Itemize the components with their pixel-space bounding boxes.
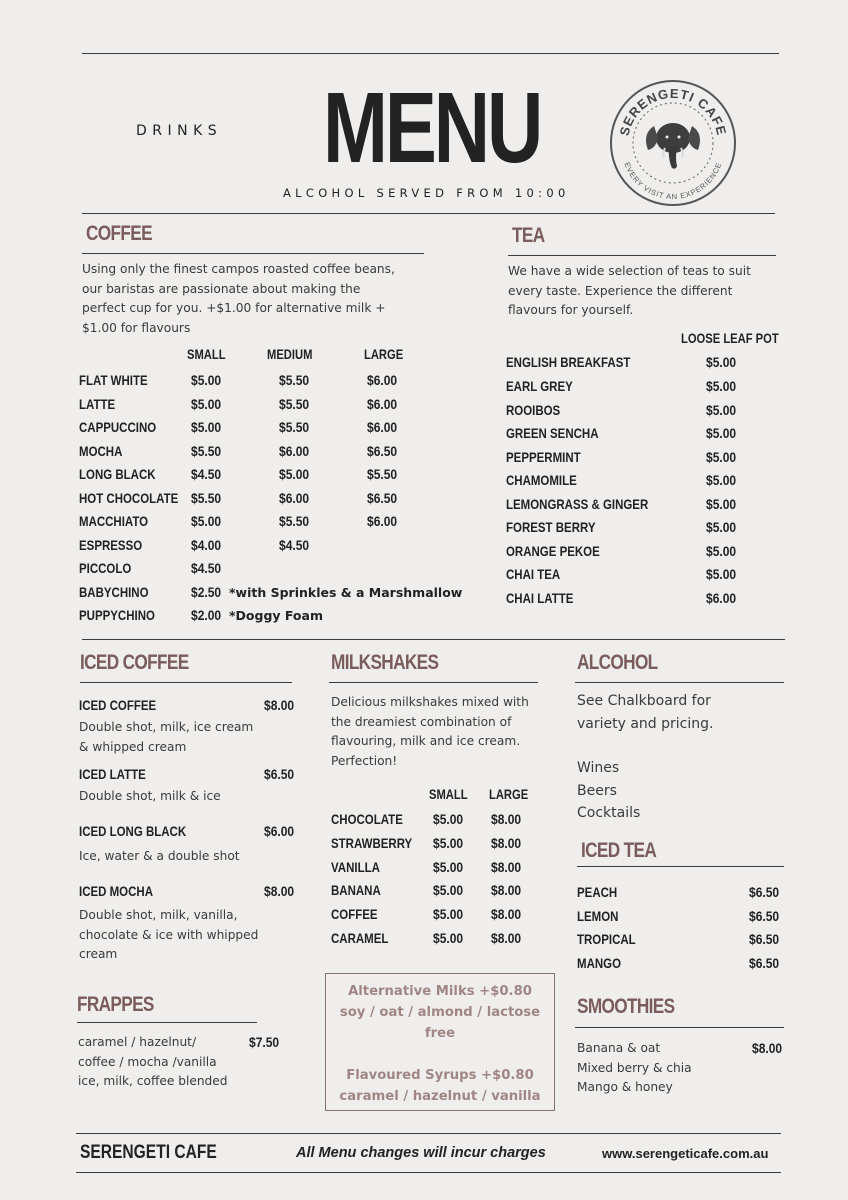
footer-notice: All Menu changes will incur charges bbox=[296, 1145, 546, 1161]
tea-item-price: $5.00 bbox=[706, 472, 737, 488]
tea-title-underline bbox=[508, 255, 776, 256]
tea-item-name: CHAI TEA bbox=[506, 566, 561, 582]
alcohol-title-underline bbox=[575, 682, 784, 683]
tea-item-name: CHAI LATTE bbox=[506, 590, 574, 606]
smoothies-section-title: SMOOTHIES bbox=[577, 995, 675, 1018]
iced-tea-item-price: $6.50 bbox=[749, 931, 780, 947]
milkshake-item-price-large: $8.00 bbox=[491, 811, 522, 827]
coffee-item-name: PICCOLO bbox=[79, 560, 132, 576]
coffee-item-price-medium: $5.50 bbox=[279, 396, 310, 412]
milkshake-item-name: COFFEE bbox=[331, 906, 378, 922]
tea-item-price: $5.00 bbox=[706, 449, 737, 465]
iced-coffee-section-title: ICED COFFEE bbox=[80, 651, 189, 674]
milkshakes-section-title: MILKSHAKES bbox=[331, 651, 439, 674]
coffee-item-name: MOCHA bbox=[79, 443, 123, 459]
iced-coffee-item-name: ICED COFFEE bbox=[79, 697, 157, 713]
coffee-item-price-medium: $5.00 bbox=[279, 466, 310, 482]
coffee-item-price-medium: $6.00 bbox=[279, 490, 310, 506]
alternative-milks-options: soy / oat / almond / lactose bbox=[339, 1005, 541, 1020]
milkshake-item-price-large: $8.00 bbox=[491, 906, 522, 922]
page-title: MENU bbox=[323, 72, 541, 184]
iced-coffee-item-name: ICED LONG BLACK bbox=[79, 823, 187, 839]
iced-coffee-item-description: Ice, water & a double shot bbox=[79, 849, 240, 863]
footer-bottom-divider bbox=[76, 1172, 781, 1173]
iced-coffee-item-description: chocolate & ice with whipped bbox=[79, 927, 259, 942]
milkshake-item-price-small: $5.00 bbox=[433, 930, 464, 946]
milkshake-item-price-large: $8.00 bbox=[491, 882, 522, 898]
tea-item-name: ENGLISH BREAKFAST bbox=[506, 354, 631, 370]
iced-tea-item-name: LEMON bbox=[577, 908, 619, 924]
logo-top-text: SERENGETI CAFE bbox=[616, 85, 730, 138]
iced-tea-item-name: MANGO bbox=[577, 955, 622, 971]
milkshake-item-price-large: $8.00 bbox=[491, 835, 522, 851]
milkshake-item-price-small: $5.00 bbox=[433, 882, 464, 898]
logo-bottom-text: EVERY VISIT AN EXPERIENCE bbox=[622, 160, 724, 202]
coffee-item-price-large: $6.00 bbox=[367, 419, 398, 435]
alcohol-item-cocktails: Cocktails bbox=[577, 805, 641, 821]
alcohol-section-title: ALCOHOL bbox=[577, 651, 658, 674]
coffee-item-price-medium: $5.50 bbox=[279, 419, 310, 435]
tea-item-name: EARL GREY bbox=[506, 378, 573, 394]
milkshake-item-price-small: $5.00 bbox=[433, 859, 464, 875]
tea-item-name: LEMONGRASS & GINGER bbox=[506, 496, 649, 512]
coffee-column-small: SMALL bbox=[187, 346, 226, 362]
coffee-item-price-small: $4.00 bbox=[191, 537, 222, 553]
milkshake-item-price-large: $8.00 bbox=[491, 930, 522, 946]
coffee-item-price-small: $5.00 bbox=[191, 372, 222, 388]
coffee-item-price-small: $2.00 bbox=[191, 607, 222, 623]
tea-item-price: $5.00 bbox=[706, 543, 737, 559]
coffee-item-name: HOT CHOCOLATE bbox=[79, 490, 179, 506]
iced-tea-item-name: PEACH bbox=[577, 884, 618, 900]
alcohol-item-wines: Wines bbox=[577, 760, 620, 776]
iced-tea-item-price: $6.50 bbox=[749, 884, 780, 900]
milkshake-item-name: CARAMEL bbox=[331, 930, 389, 946]
coffee-title-underline bbox=[82, 253, 424, 254]
iced-coffee-item-price: $6.50 bbox=[264, 766, 295, 782]
alternative-milks-label: Alternative Milks +$0.80 bbox=[348, 984, 532, 999]
cafe-logo bbox=[606, 76, 740, 210]
milkshakes-column-large: LARGE bbox=[489, 786, 529, 802]
milkshakes-description: Delicious milkshakes mixed with the dreamiest combination of flavouring, milk and ice cream. Perfection! bbox=[331, 695, 529, 768]
tea-section-title: TEA bbox=[512, 224, 545, 247]
coffee-item-price-large: $6.00 bbox=[367, 513, 398, 529]
coffee-item-price-small: $4.50 bbox=[191, 466, 222, 482]
iced-tea-item-name: TROPICAL bbox=[577, 931, 636, 947]
smoothies-title-underline bbox=[575, 1027, 784, 1028]
tea-item-price: $5.00 bbox=[706, 496, 737, 512]
tea-item-price: $5.00 bbox=[706, 378, 737, 394]
milkshake-item-price-small: $5.00 bbox=[433, 906, 464, 922]
tea-item-name: FOREST BERRY bbox=[506, 519, 596, 535]
coffee-item-price-small: $5.50 bbox=[191, 490, 222, 506]
tea-column-loose-leaf: LOOSE LEAF POT bbox=[681, 330, 779, 346]
tea-item-price: $5.00 bbox=[706, 425, 737, 441]
coffee-item-price-small: $5.00 bbox=[191, 396, 222, 412]
coffee-item-name: MACCHIATO bbox=[79, 513, 149, 529]
coffee-item-price-small: $5.50 bbox=[191, 443, 222, 459]
frappes-title-underline bbox=[77, 1022, 257, 1023]
alternative-milks-options-cont: free bbox=[424, 1026, 456, 1041]
tea-item-name: ROOIBOS bbox=[506, 402, 561, 418]
iced-tea-section-title: ICED TEA bbox=[581, 839, 657, 862]
coffee-item-price-large: $6.00 bbox=[367, 396, 398, 412]
tea-item-price: $6.00 bbox=[706, 590, 737, 606]
iced-coffee-item-price: $8.00 bbox=[264, 883, 295, 899]
coffee-item-price-large: $6.00 bbox=[367, 372, 398, 388]
footer-cafe-name: SERENGETI CAFE bbox=[80, 1142, 217, 1163]
tea-item-name: PEPPERMINT bbox=[506, 449, 581, 465]
milkshake-item-price-small: $5.00 bbox=[433, 811, 464, 827]
tea-description: We have a wide selection of teas to suit every taste. Experience the different flavours for yourself. bbox=[508, 264, 751, 317]
coffee-item-name: BABYCHINO bbox=[79, 584, 149, 600]
iced-coffee-item-description: Double shot, milk, vanilla, bbox=[79, 908, 238, 922]
coffee-item-note: *with Sprinkles & a Marshmallow bbox=[229, 585, 463, 600]
middle-divider bbox=[82, 639, 785, 640]
alcohol-list bbox=[577, 757, 640, 825]
iced-coffee-title-underline bbox=[80, 682, 292, 683]
tea-item-price: $5.00 bbox=[706, 519, 737, 535]
smoothies-price: $8.00 bbox=[752, 1040, 783, 1056]
milkshake-item-price-large: $8.00 bbox=[491, 859, 522, 875]
iced-coffee-item-description: Double shot, milk & ice bbox=[79, 789, 221, 803]
coffee-description: Using only the finest campos roasted coffee beans, our baristas are passionate about making the perfect cup for you. +$1.00 for alternative milk + $1.00 for flavours bbox=[82, 262, 395, 335]
coffee-column-medium: MEDIUM bbox=[267, 346, 313, 362]
iced-coffee-item-name: ICED LATTE bbox=[79, 766, 146, 782]
milkshake-item-name: BANANA bbox=[331, 882, 381, 898]
extras-box bbox=[325, 973, 555, 1111]
coffee-item-name: FLAT WHITE bbox=[79, 372, 148, 388]
flavoured-syrups-options: caramel / hazelnut / vanilla bbox=[339, 1089, 541, 1104]
tea-item-name: ORANGE PEKOE bbox=[506, 543, 600, 559]
alcohol-served-note: ALCOHOL SERVED FROM 10:00 bbox=[283, 186, 570, 200]
top-divider bbox=[82, 53, 779, 54]
coffee-item-name: PUPPYCHINO bbox=[79, 607, 155, 623]
milkshakes-title-underline bbox=[329, 682, 538, 683]
coffee-item-price-large: $6.50 bbox=[367, 490, 398, 506]
coffee-item-name: CAPPUCCINO bbox=[79, 419, 157, 435]
coffee-item-price-medium: $4.50 bbox=[279, 537, 310, 553]
iced-coffee-item-name: ICED MOCHA bbox=[79, 883, 153, 899]
coffee-column-large: LARGE bbox=[364, 346, 404, 362]
coffee-item-price-large: $5.50 bbox=[367, 466, 398, 482]
coffee-item-price-small: $5.00 bbox=[191, 419, 222, 435]
drinks-label: DRINKS bbox=[136, 123, 223, 139]
tea-item-price: $5.00 bbox=[706, 566, 737, 582]
coffee-item-name: ESPRESSO bbox=[79, 537, 143, 553]
frappes-section-title: FRAPPES bbox=[77, 993, 154, 1016]
coffee-item-price-medium: $6.00 bbox=[279, 443, 310, 459]
footer-website-link[interactable]: www.serengeticafe.com.au bbox=[602, 1146, 769, 1161]
tea-item-price: $5.00 bbox=[706, 354, 737, 370]
alcohol-item-beers: Beers bbox=[577, 782, 617, 799]
coffee-item-price-large: $6.50 bbox=[367, 443, 398, 459]
milkshake-item-name: CHOCOLATE bbox=[331, 811, 403, 827]
frappes-price: $7.50 bbox=[249, 1034, 280, 1050]
iced-tea-title-underline bbox=[577, 866, 784, 867]
flavoured-syrups-label: Flavoured Syrups +$0.80 bbox=[346, 1068, 534, 1083]
milkshake-item-name: STRAWBERRY bbox=[331, 835, 413, 851]
tea-item-name: CHAMOMILE bbox=[506, 472, 577, 488]
frappes-description: caramel / hazelnut/ coffee / mocha /vanilla ice, milk, coffee blended bbox=[78, 1035, 228, 1088]
coffee-item-price-medium: $5.50 bbox=[279, 372, 310, 388]
milkshake-item-name: VANILLA bbox=[331, 859, 380, 875]
footer-top-divider bbox=[76, 1133, 781, 1134]
coffee-item-price-small: $4.50 bbox=[191, 560, 222, 576]
iced-coffee-item-price: $6.00 bbox=[264, 823, 295, 839]
alcohol-description: See Chalkboard for variety and pricing. bbox=[577, 693, 714, 732]
coffee-item-name: LONG BLACK bbox=[79, 466, 156, 482]
iced-tea-item-price: $6.50 bbox=[749, 955, 780, 971]
elephant-icon bbox=[646, 123, 700, 169]
coffee-item-name: LATTE bbox=[79, 396, 116, 412]
iced-coffee-item-price: $8.00 bbox=[264, 697, 295, 713]
coffee-item-price-small: $5.00 bbox=[191, 513, 222, 529]
coffee-item-price-small: $2.50 bbox=[191, 584, 222, 600]
iced-coffee-item-description: & whipped cream bbox=[79, 739, 187, 754]
milkshakes-column-small: SMALL bbox=[429, 786, 468, 802]
coffee-item-note: *Doggy Foam bbox=[229, 608, 323, 623]
iced-coffee-item-description: cream bbox=[79, 947, 118, 961]
iced-coffee-item-description: Double shot, milk, ice cream bbox=[79, 720, 254, 734]
coffee-item-price-medium: $5.50 bbox=[279, 513, 310, 529]
tea-item-name: GREEN SENCHA bbox=[506, 425, 599, 441]
header-divider bbox=[82, 213, 775, 214]
smoothies-list: Banana & oat Mixed berry & chia Mango & honey bbox=[577, 1041, 692, 1094]
tea-item-price: $5.00 bbox=[706, 402, 737, 418]
iced-tea-item-price: $6.50 bbox=[749, 908, 780, 924]
coffee-section-title: COFFEE bbox=[86, 222, 152, 245]
milkshake-item-price-small: $5.00 bbox=[433, 835, 464, 851]
